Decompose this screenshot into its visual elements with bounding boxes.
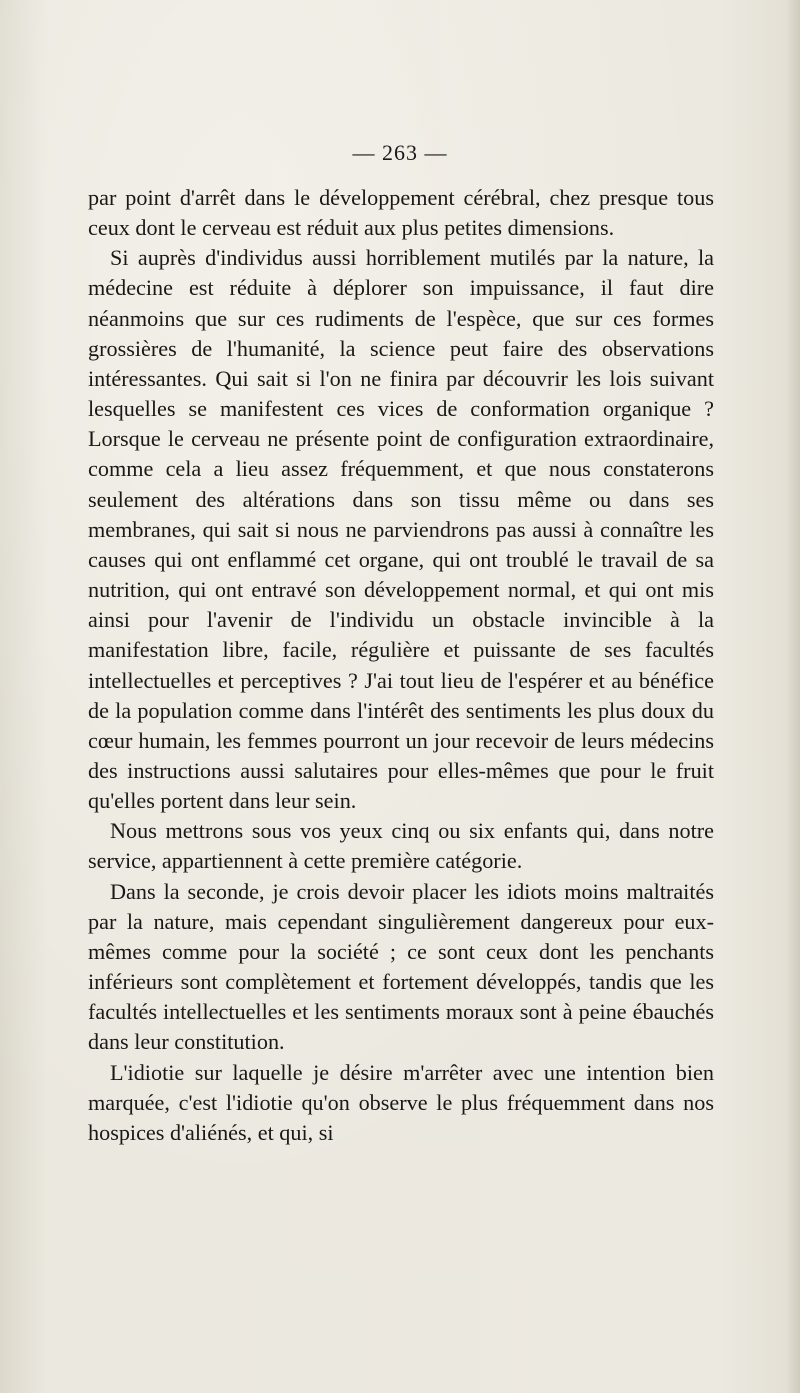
- paragraph: L'idiotie sur laquelle je désire m'arrêter avec une intention bien marquée, c'est l'idiotie qu'on observe le plus fréquemment dans nos hospices d'aliénés, et qui, si: [88, 1059, 714, 1145]
- paragraph-continuation: par point d'arrêt dans le développement cérébral, chez presque tous ceux dont le cerveau est réduit aux plus petites dimensions.: [88, 185, 714, 241]
- page-edge-shadow: [786, 0, 800, 1393]
- paragraph: Dans la seconde, je crois devoir placer les idiots moins maltraités par la nature, mais cependant singulièrement dangereux pour eux-mêmes comme pour la société ; ce sont ceux dont les penchants inférieurs sont complètement et fortement développés, tandis que les facultés intellectuelles et les sentiments moraux sont à peine ébauchés dans leur constitution.: [88, 878, 714, 1055]
- body-text: [88, 183, 714, 1148]
- paragraph: Nous mettrons sous vos yeux cinq ou six enfants qui, dans notre service, appartiennent à cette première catégorie.: [88, 818, 714, 874]
- paragraph: Si auprès d'individus aussi horriblement mutilés par la nature, la médecine est réduite à déplorer son impuissance, il faut dire néanmoins que sur ces rudiments de l'espèce, que sur ces formes grossières de l'humanité, la science peut faire des observations intéressantes. Qui sait si l'on ne finira par découvrir les lois suivant lesquelles se manifestent ces vices de conformation organique ? Lorsque le cerveau ne présente point de configuration extraordinaire, comme cela a lieu assez fréquemment, et que nous constaterons seulement des altérations dans son tissu même ou dans ses membranes, qui sait si nous ne parviendrons pas aussi à connaître les causes qui ont enflammé cet organe, qui ont troublé le travail de sa nutrition, qui ont entravé son développement normal, et qui ont mis ainsi pour l'avenir de l'individu un obstacle invincible à la manifestation libre, facile, régulière et puissante de ses facultés intellectuelles et perceptives ? J'ai tout lieu de l'espérer et au bénéfice de la population comme dans l'intérêt des sentiments les plus doux du cœur humain, les femmes pourront un jour recevoir de leurs médecins des instructions aussi salutaires pour elles-mêmes que pour le fruit qu'elles portent dans leur sein.: [88, 245, 714, 814]
- page-number: — 263 —: [352, 140, 448, 165]
